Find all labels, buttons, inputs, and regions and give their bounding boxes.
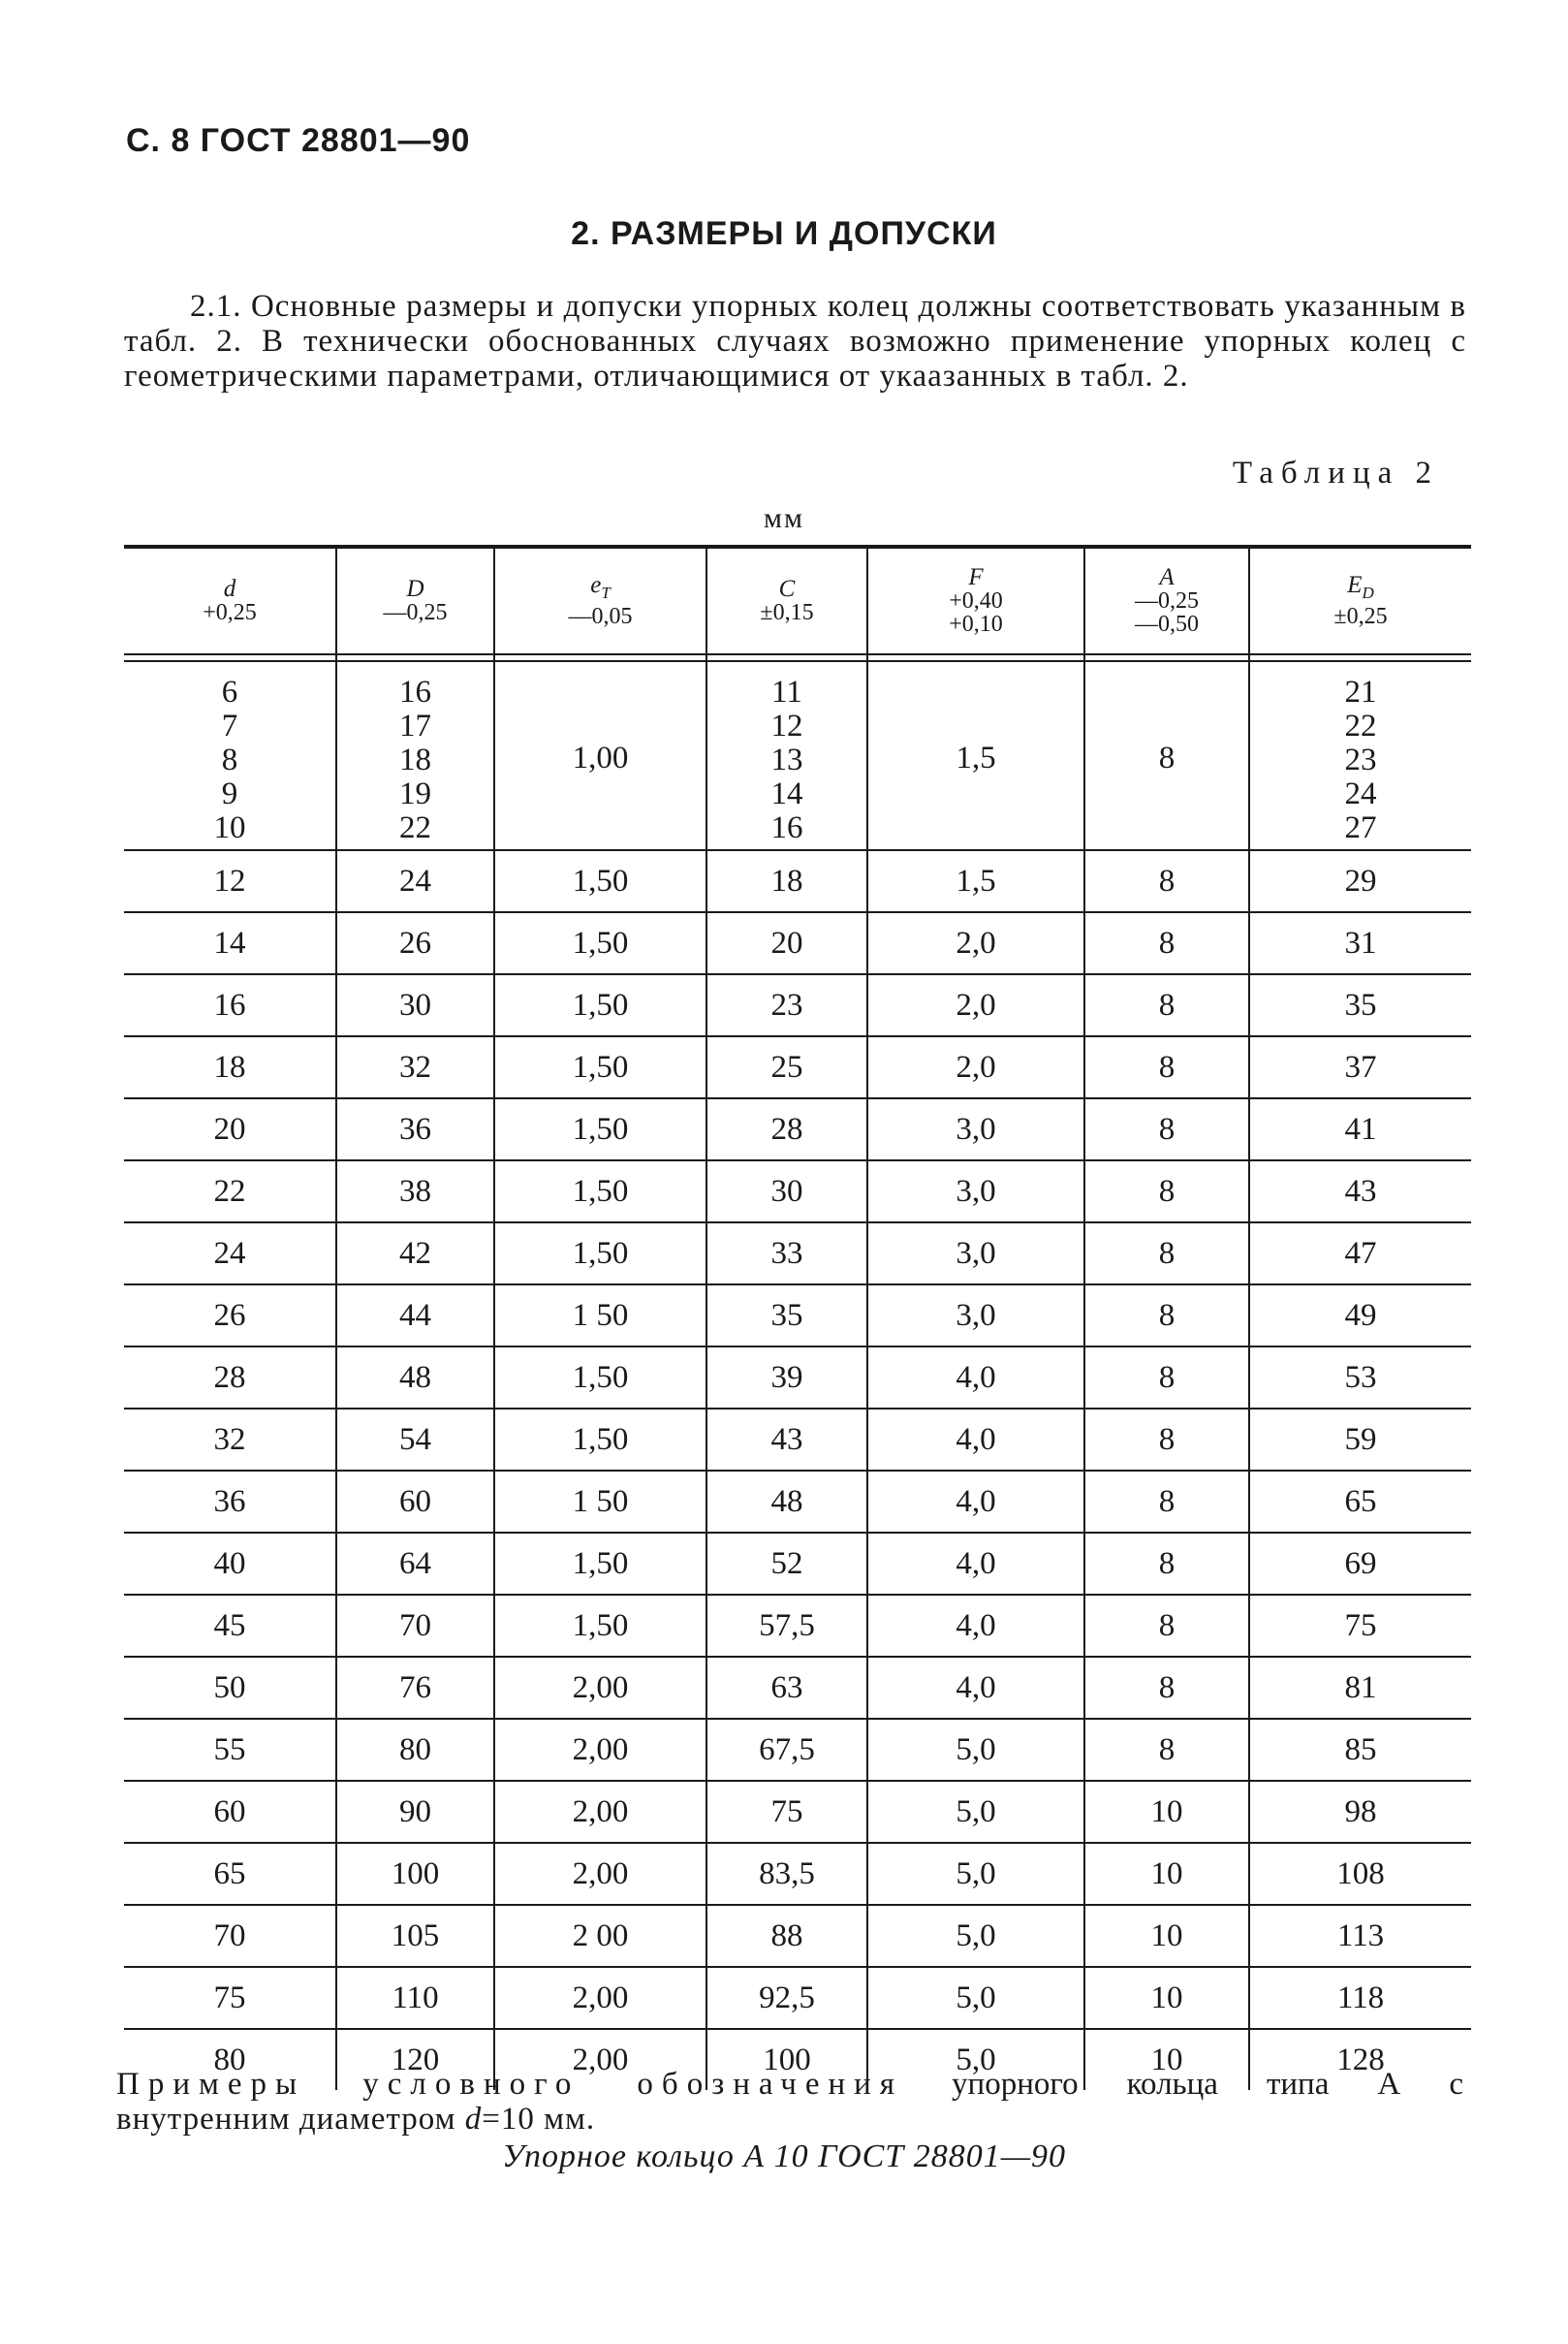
cell-ED: 35 <box>1249 974 1471 1036</box>
cell-A: 8 <box>1084 1346 1249 1409</box>
section-title: 2. РАЗМЕРЫ И ДОПУСКИ <box>571 215 997 252</box>
cell-eT: 1,50 <box>494 1595 706 1657</box>
col-symbol-sub: T <box>601 583 611 602</box>
cell-C: 52 <box>706 1533 867 1595</box>
cell-A: 8 <box>1084 850 1249 912</box>
cell-A: 8 <box>1084 1036 1249 1098</box>
cell-F: 3,0 <box>867 1098 1084 1160</box>
designation-example-note <box>116 2067 1463 2137</box>
cell-ED: 59 <box>1249 1409 1471 1471</box>
cell-eT: 1,50 <box>494 850 706 912</box>
col-header-F <box>867 549 1084 652</box>
cell-eT: 1,50 <box>494 1036 706 1098</box>
cell-D: 60 <box>336 1471 494 1533</box>
col-tolerance-upper: +0,40 <box>949 587 1003 614</box>
table-unit: мм <box>764 502 804 534</box>
cell-eT: 1,50 <box>494 1222 706 1284</box>
cell-d: 70 <box>124 1905 336 1967</box>
cell-A: 10 <box>1084 1843 1249 1905</box>
cell-D: 76 <box>336 1657 494 1719</box>
cell-F: 5,0 <box>867 1905 1084 1967</box>
table-row <box>124 974 1471 1036</box>
cell-C: 23 <box>706 974 867 1036</box>
cell-eT: 1 50 <box>494 1471 706 1533</box>
cell-d: 60 <box>124 1781 336 1843</box>
col-header-ED <box>1249 549 1471 652</box>
cell-F: 2,0 <box>867 912 1084 974</box>
note-rest: упорного кольца типа А с <box>952 2067 1463 2102</box>
cell-d: 20 <box>124 1098 336 1160</box>
cell-D: 16 17 18 19 22 <box>336 668 494 850</box>
cell-eT: 2,00 <box>494 1657 706 1719</box>
table-group-row <box>124 668 1471 850</box>
cell-F: 3,0 <box>867 1284 1084 1346</box>
cell-C: 63 <box>706 1657 867 1719</box>
cell-d: 12 <box>124 850 336 912</box>
cell-ED: 98 <box>1249 1781 1471 1843</box>
cell-A: 10 <box>1084 1967 1249 2029</box>
table-gap-row <box>124 652 1471 668</box>
table-row <box>124 1036 1471 1098</box>
cell-eT: 1,50 <box>494 1160 706 1222</box>
cell-F: 4,0 <box>867 1471 1084 1533</box>
cell-ED: 108 <box>1249 1843 1471 1905</box>
cell-A: 8 <box>1084 1284 1249 1346</box>
cell-d: 75 <box>124 1967 336 2029</box>
cell-ED: 43 <box>1249 1160 1471 1222</box>
cell-C: 30 <box>706 1160 867 1222</box>
dimensions-table <box>124 549 1471 2090</box>
col-symbol-main: e <box>590 571 602 598</box>
cell-ED: 47 <box>1249 1222 1471 1284</box>
table-row <box>124 1657 1471 1719</box>
note-line-1 <box>116 2067 1463 2102</box>
cell-eT: 2,00 <box>494 1843 706 1905</box>
cell-F: 4,0 <box>867 1533 1084 1595</box>
cell-C: 39 <box>706 1346 867 1409</box>
table-row <box>124 1533 1471 1595</box>
cell-eT: 2 00 <box>494 1905 706 1967</box>
cell-A: 8 <box>1084 1222 1249 1284</box>
cell-D: 38 <box>336 1160 494 1222</box>
cell-F: 3,0 <box>867 1160 1084 1222</box>
paragraph-text: 2.1. Основные размеры и допуски упорных колец должны соответствовать указанным в табл. 2. В технически обоснованных случаях возможно применение упорных колец с геометрическими параметрами, отличающимися от укаазанных в табл. 2. <box>124 289 1466 394</box>
cell-D: 64 <box>336 1533 494 1595</box>
cell-F: 5,0 <box>867 1719 1084 1781</box>
table-header-row <box>124 549 1471 652</box>
col-symbol: F <box>968 563 984 590</box>
note-line2-value: =10 мм. <box>482 2102 596 2137</box>
table-caption: Таблица 2 <box>1232 456 1439 491</box>
cell-ED: 21 22 23 24 27 <box>1249 668 1471 850</box>
cell-d: 26 <box>124 1284 336 1346</box>
table-row <box>124 1843 1471 1905</box>
cell-d: 18 <box>124 1036 336 1098</box>
cell-eT: 2,00 <box>494 1781 706 1843</box>
table-row <box>124 1595 1471 1657</box>
cell-D: 42 <box>336 1222 494 1284</box>
cell-F: 4,0 <box>867 1595 1084 1657</box>
cell-C: 11 12 13 14 16 <box>706 668 867 850</box>
col-symbol-sub: D <box>1362 583 1374 602</box>
cell-D: 105 <box>336 1905 494 1967</box>
cell-A: 8 <box>1084 1471 1249 1533</box>
cell-F: 3,0 <box>867 1222 1084 1284</box>
cell-F: 5,0 <box>867 1843 1084 1905</box>
designation-example: Упорное кольцо А 10 ГОСТ 28801—90 <box>502 2138 1066 2174</box>
cell-d: 65 <box>124 1843 336 1905</box>
cell-C: 28 <box>706 1098 867 1160</box>
cell-eT: 2,00 <box>494 1967 706 2029</box>
cell-D: 26 <box>336 912 494 974</box>
cell-A: 8 <box>1084 1409 1249 1471</box>
col-tolerance-lower: —0,50 <box>1135 611 1199 637</box>
cell-F: 1,5 <box>867 668 1084 850</box>
cell-F: 2,0 <box>867 1036 1084 1098</box>
cell-eT: 1,00 <box>494 668 706 850</box>
cell-ED: 113 <box>1249 1905 1471 1967</box>
cell-C: 35 <box>706 1284 867 1346</box>
cell-C: 43 <box>706 1409 867 1471</box>
cell-A: 8 <box>1084 1595 1249 1657</box>
cell-D: 30 <box>336 974 494 1036</box>
cell-C: 75 <box>706 1781 867 1843</box>
table-row <box>124 912 1471 974</box>
col-symbol: C <box>778 575 796 602</box>
col-tolerance-lower: +0,10 <box>949 611 1003 637</box>
table-row <box>124 1346 1471 1409</box>
table-row <box>124 1905 1471 1967</box>
cell-d: 80 <box>124 2029 336 2090</box>
cell-A: 8 <box>1084 668 1249 850</box>
table-row <box>124 1284 1471 1346</box>
cell-ED: 118 <box>1249 1967 1471 2029</box>
cell-D: 54 <box>336 1409 494 1471</box>
cell-eT: 1,50 <box>494 912 706 974</box>
cell-ED: 75 <box>1249 1595 1471 1657</box>
cell-d: 28 <box>124 1346 336 1409</box>
cell-ED: 65 <box>1249 1471 1471 1533</box>
cell-ED: 85 <box>1249 1719 1471 1781</box>
cell-A: 8 <box>1084 912 1249 974</box>
paragraph-2-1 <box>124 289 1466 394</box>
cell-C: 88 <box>706 1905 867 1967</box>
col-header-D <box>336 549 494 652</box>
cell-C: 57,5 <box>706 1595 867 1657</box>
table-row <box>124 1409 1471 1471</box>
cell-C: 18 <box>706 850 867 912</box>
cell-F: 5,0 <box>867 1967 1084 2029</box>
col-tolerance: +0,25 <box>203 599 257 625</box>
cell-C: 100 <box>706 2029 867 2090</box>
cell-F: 2,0 <box>867 974 1084 1036</box>
cell-F: 5,0 <box>867 1781 1084 1843</box>
cell-ED: 37 <box>1249 1036 1471 1098</box>
cell-eT: 1,50 <box>494 1409 706 1471</box>
note-lead: Примеры условного обозначения <box>116 2067 903 2102</box>
col-symbol: d <box>223 575 236 602</box>
cell-D: 48 <box>336 1346 494 1409</box>
col-symbol: A <box>1159 563 1175 590</box>
cell-A: 8 <box>1084 974 1249 1036</box>
cell-C: 25 <box>706 1036 867 1098</box>
col-symbol-main: E <box>1347 571 1363 598</box>
cell-C: 48 <box>706 1471 867 1533</box>
cell-eT: 1,50 <box>494 1346 706 1409</box>
cell-A: 8 <box>1084 1719 1249 1781</box>
cell-A: 8 <box>1084 1160 1249 1222</box>
cell-eT: 1,50 <box>494 1098 706 1160</box>
cell-ED: 81 <box>1249 1657 1471 1719</box>
cell-D: 110 <box>336 1967 494 2029</box>
cell-F: 4,0 <box>867 1409 1084 1471</box>
cell-d: 22 <box>124 1160 336 1222</box>
cell-F: 4,0 <box>867 1657 1084 1719</box>
col-symbol <box>495 571 706 605</box>
cell-A: 10 <box>1084 1905 1249 1967</box>
cell-C: 83,5 <box>706 1843 867 1905</box>
cell-F: 1,5 <box>867 850 1084 912</box>
col-header-A <box>1084 549 1249 652</box>
cell-eT: 1,50 <box>494 1533 706 1595</box>
col-header-d <box>124 549 336 652</box>
table-row <box>124 1160 1471 1222</box>
cell-D: 70 <box>336 1595 494 1657</box>
table-row <box>124 1098 1471 1160</box>
cell-d: 45 <box>124 1595 336 1657</box>
cell-ED: 69 <box>1249 1533 1471 1595</box>
cell-d: 55 <box>124 1719 336 1781</box>
cell-A: 10 <box>1084 2029 1249 2090</box>
cell-ED: 29 <box>1249 850 1471 912</box>
cell-d: 14 <box>124 912 336 974</box>
cell-F: 4,0 <box>867 1346 1084 1409</box>
cell-D: 100 <box>336 1843 494 1905</box>
col-tolerance: ±0,15 <box>760 599 814 625</box>
cell-D: 90 <box>336 1781 494 1843</box>
cell-D: 80 <box>336 1719 494 1781</box>
col-tolerance-upper: —0,25 <box>1135 587 1199 614</box>
cell-C: 33 <box>706 1222 867 1284</box>
col-tolerance: ±0,25 <box>1333 603 1388 629</box>
page-header: С. 8 ГОСТ 28801—90 <box>126 122 471 159</box>
cell-C: 20 <box>706 912 867 974</box>
cell-d: 6 7 8 9 10 <box>213 675 246 845</box>
cell-F: 5,0 <box>867 2029 1084 2090</box>
cell-D: 120 <box>336 2029 494 2090</box>
cell-eT: 1 50 <box>494 1284 706 1346</box>
note-line2-var: d <box>464 2102 483 2137</box>
cell-eT: 2,00 <box>494 1719 706 1781</box>
cell-D: 44 <box>336 1284 494 1346</box>
col-header-C <box>706 549 867 652</box>
cell-eT: 1,50 <box>494 974 706 1036</box>
cell-D: 24 <box>336 850 494 912</box>
cell-ED: 41 <box>1249 1098 1471 1160</box>
cell-ED: 53 <box>1249 1346 1471 1409</box>
cell-d: 32 <box>124 1409 336 1471</box>
cell-d: 36 <box>124 1471 336 1533</box>
table-row <box>124 1222 1471 1284</box>
cell-A: 8 <box>1084 1657 1249 1719</box>
cell-d: 40 <box>124 1533 336 1595</box>
cell-C: 67,5 <box>706 1719 867 1781</box>
col-symbol: D <box>406 575 424 602</box>
table-row <box>124 1471 1471 1533</box>
cell-ED: 31 <box>1249 912 1471 974</box>
cell-A: 8 <box>1084 1098 1249 1160</box>
cell-eT: 2,00 <box>494 2029 706 2090</box>
col-symbol <box>1250 571 1471 605</box>
cell-d: 16 <box>124 974 336 1036</box>
cell-ED: 128 <box>1249 2029 1471 2090</box>
col-tolerance: —0,05 <box>568 603 633 629</box>
note-line-2 <box>116 2102 1463 2137</box>
cell-d: 24 <box>124 1222 336 1284</box>
cell-D: 36 <box>336 1098 494 1160</box>
cell-A: 8 <box>1084 1533 1249 1595</box>
cell-D: 32 <box>336 1036 494 1098</box>
col-tolerance: —0,25 <box>383 599 448 625</box>
col-header-eT <box>494 549 706 652</box>
cell-ED: 49 <box>1249 1284 1471 1346</box>
cell-C: 92,5 <box>706 1967 867 2029</box>
cell-A: 10 <box>1084 1781 1249 1843</box>
table-row <box>124 850 1471 912</box>
table-row <box>124 1781 1471 1843</box>
cell-d: 50 <box>124 1657 336 1719</box>
table-row <box>124 1719 1471 1781</box>
note-line2-prefix: внутренним диаметром <box>116 2102 456 2137</box>
table-row <box>124 1967 1471 2029</box>
